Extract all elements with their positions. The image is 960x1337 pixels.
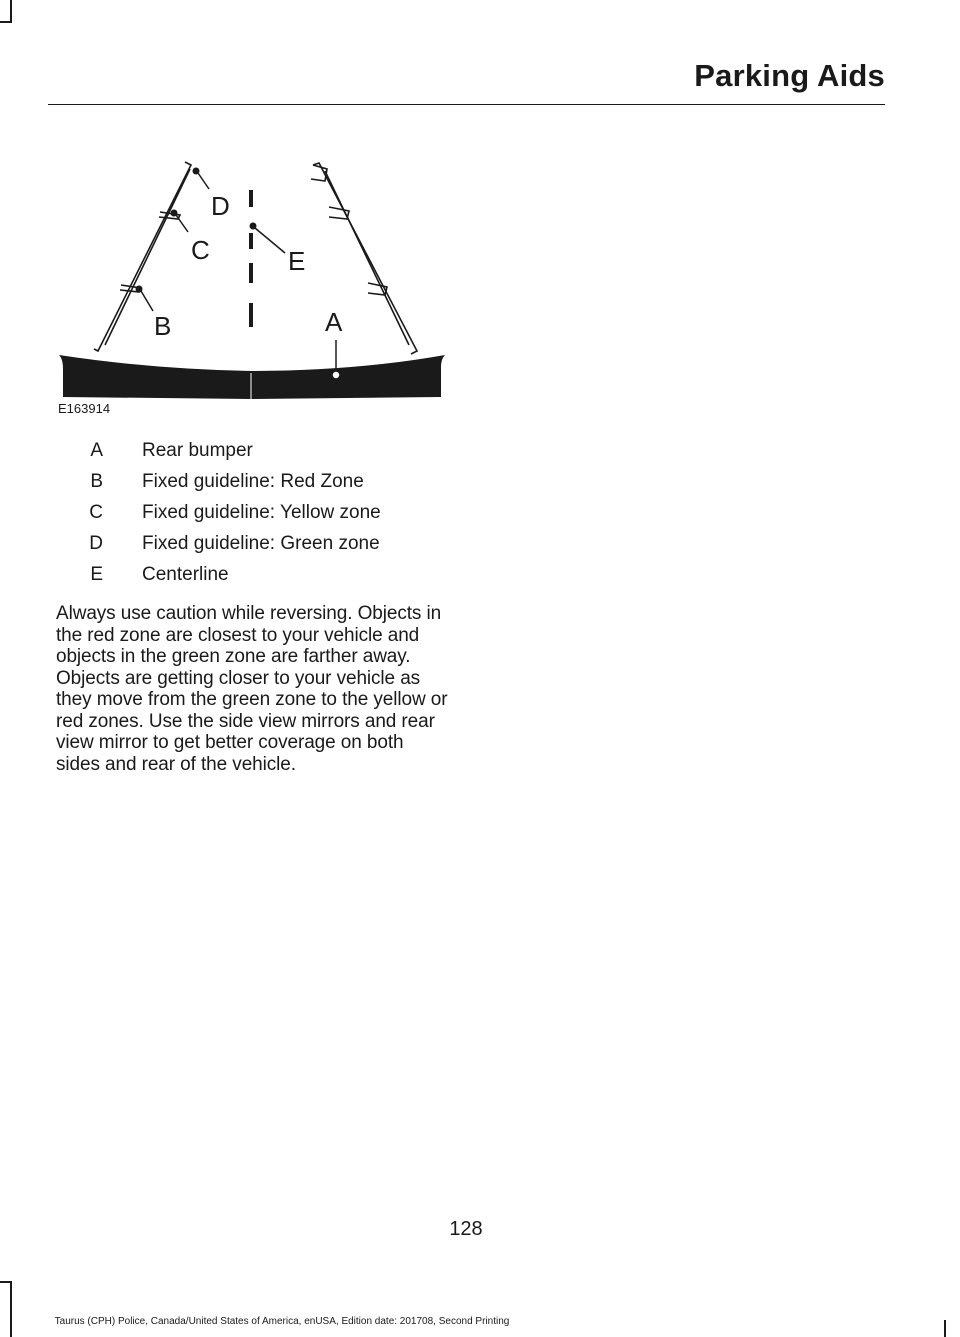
legend-item — [56, 471, 446, 502]
legend-text: Centerline — [142, 564, 229, 585]
header-rule — [48, 104, 885, 105]
legend-text: Rear bumper — [142, 440, 253, 461]
legend-item — [56, 564, 446, 595]
crop-mark-top-left-v — [10, 0, 12, 22]
callout-letter-c: C — [191, 235, 210, 265]
crop-mark-bottom-left-h — [0, 1281, 12, 1283]
callout-letter-d: D — [211, 191, 230, 221]
legend-text: Fixed guideline: Yellow zone — [142, 502, 381, 523]
parking-guidelines-diagram — [55, 155, 445, 417]
callout-letter-a: A — [325, 307, 343, 337]
callout-leaders — [141, 173, 336, 373]
callout-letter-e: E — [288, 246, 306, 276]
legend-key: A — [90, 440, 103, 461]
callout-dot-bumper — [332, 371, 340, 379]
legend-text: Fixed guideline: Red Zone — [142, 471, 364, 492]
legend-key: E — [90, 564, 103, 585]
legend-item — [56, 440, 446, 471]
figure-legend — [56, 440, 446, 595]
crop-mark-bottom-right-v — [944, 1320, 946, 1337]
legend-key: C — [89, 502, 103, 523]
legend-key: D — [89, 533, 103, 554]
legend-item — [56, 533, 446, 564]
legend-text: Fixed guideline: Green zone — [142, 533, 380, 554]
callout-dots — [136, 168, 257, 293]
crop-mark-top-left-h — [0, 21, 12, 23]
rear-bumper — [59, 355, 445, 399]
footer-text: Taurus (CPH) Police, Canada/United States of America, enUSA, Edition date: 201708, Second Printing — [54, 1316, 510, 1327]
section-title: Parking Aids — [694, 58, 885, 93]
legend-key: B — [90, 471, 103, 492]
crop-mark-bottom-left-v — [10, 1281, 12, 1337]
legend-item — [56, 502, 446, 533]
callout-letter-b: B — [154, 311, 172, 341]
left-guideline — [94, 162, 191, 351]
figure-code: E163914 — [58, 401, 111, 416]
body-paragraph: Always use caution while reversing. Objects in the red zone are closest to your vehicle and objects in the green zone are farther away. Objects are getting closer to your vehicle as they move from the green zone to the yellow or red zones. Use the side view mirrors and rear view mirror to get better coverage on both sides and rear of the vehicle. — [56, 603, 448, 775]
page-number: 128 — [449, 1218, 483, 1240]
